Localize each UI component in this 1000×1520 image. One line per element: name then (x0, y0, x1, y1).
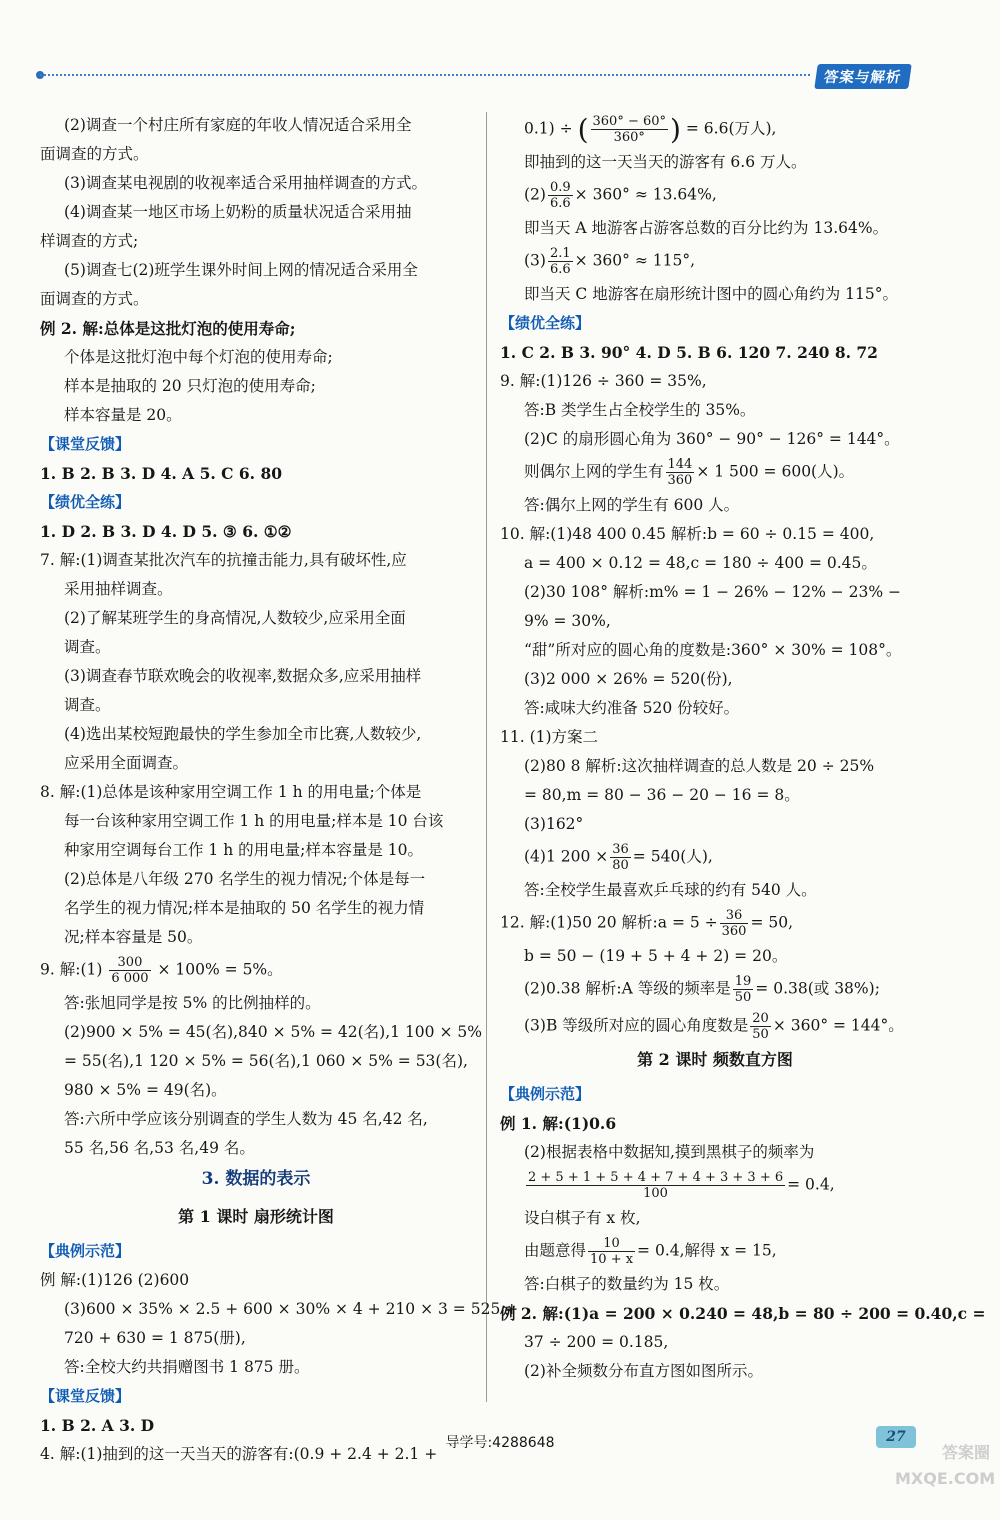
formula-line (500, 908, 930, 939)
text-line: 答:白棋子的数量约为 15 枚。 (524, 1275, 730, 1293)
question-line: 8. 解:(1)总体是该种家用空调工作 1 h 的用电量;个体是 (40, 783, 422, 801)
text-line: = 55(名),1 120 × 5% = 56(名),1 060 × 5% = 53(名), (64, 1052, 468, 1070)
text-segment: 0.1) ÷ (524, 119, 573, 138)
column-divider (486, 112, 487, 1402)
text-line: 每一台该种家用空调工作 1 h 的用电量;样本是 10 台该 (64, 812, 444, 830)
fraction (109, 955, 150, 986)
answer-line: 1. C 2. B 3. 90° 4. D 5. B 6. 120 7. 240 8. 72 (500, 343, 878, 362)
text-segment: × 360° ≈ 115°, (574, 251, 696, 270)
lesson-heading: 第 2 课时 频数直方图 (637, 1050, 793, 1069)
question-line: 11. (1)方案二 (500, 728, 599, 746)
question-line: 4. 解:(1)抽到的这一天当天的游客有:(0.9 + 2.4 + 2.1 + (40, 1445, 438, 1463)
denominator: 360 (667, 473, 693, 488)
fraction (610, 842, 631, 873)
answer-line: 1. B 2. B 3. D 4. A 5. C 6. 80 (40, 464, 283, 483)
guide-number: 导学号:4288648 (445, 1435, 555, 1451)
text-line: 样本是抽取的 20 只灯泡的使用寿命; (64, 377, 316, 395)
text-line: (2)30 108° 解析:m% = 1 − 26% − 12% − 23% − (524, 583, 902, 601)
text-segment: = 6.6(万人), (685, 119, 777, 138)
text-line: 名学生的视力情况;样本是抽取的 50 名学生的视力情 (64, 899, 425, 917)
text-segment: 则偶尔上网的学生有 (524, 462, 664, 481)
text-line: 答:张旭同学是按 5% 的比例抽样的。 (64, 994, 321, 1012)
formula-line (500, 457, 930, 488)
fraction (733, 974, 754, 1005)
text-line: 答:全校学生最喜欢乒乓球的约有 540 人。 (524, 881, 817, 899)
text-line: 种家用空调每台工作 1 h 的用电量;样本容量是 10。 (64, 841, 423, 859)
question-line: 7. 解:(1)调查某批次汽车的抗撞击能力,具有破坏性,应 (40, 551, 407, 569)
text-line: (4)调查某一地区市场上奶粉的质量状况适合采用抽 (64, 203, 412, 221)
section-tag: 【典例示范】 (40, 1242, 131, 1260)
text-line: 样调查的方式; (40, 232, 139, 250)
text-line: 应采用全面调查。 (64, 754, 189, 772)
page-header (0, 0, 1000, 100)
example-line: 例 2. 解:(1)a = 200 × 0.240 = 48,b = 80 ÷ 200 = 0.40,c = (500, 1304, 986, 1323)
formula-line (500, 1236, 930, 1267)
formula-line (500, 1011, 930, 1042)
text-line: 面调查的方式。 (40, 290, 149, 308)
text-line: 9% = 30%, (524, 612, 611, 630)
text-line: 即当天 C 地游客在扇形统计图中的圆心角约为 115°。 (524, 285, 898, 303)
text-line: 面调查的方式。 (40, 145, 149, 163)
text-line: (3)调查某电视剧的收视率适合采用抽样调查的方式。 (64, 174, 427, 192)
text-line: b = 50 − (19 + 5 + 4 + 2) = 20。 (524, 947, 788, 965)
text-line: 答:六所中学应该分别调查的学生人数为 45 名,42 名, (64, 1110, 428, 1128)
numerator: 36 (612, 842, 629, 857)
example-2-line: 例 2. 解:总体是这批灯泡的使用寿命; (40, 319, 296, 338)
denominator: 6 000 (111, 971, 149, 986)
example-line: 例 1. 解:(1)0.6 (500, 1114, 617, 1133)
text-line: (3)调查春节联欢晚会的收视率,数据众多,应采用抽样 (64, 667, 422, 685)
text-segment: 12. 解:(1)50 20 解析:a = 5 ÷ (500, 913, 718, 932)
question-line (40, 955, 472, 986)
numerator: 2.1 (549, 246, 571, 261)
text-line: (3)600 × 35% × 2.5 + 600 × 30% × 4 + 210 × 3 = 525 + (64, 1300, 519, 1318)
text-segment: (2)0.38 解析:A 等级的频率是 (524, 979, 731, 998)
section-heading: 3. 数据的表示 (201, 1169, 311, 1189)
text-segment: (3) (524, 251, 546, 270)
text-line: 个体是这批灯泡中每个灯泡的使用寿命; (64, 348, 333, 366)
text-segment: × 100% = 5%。 (157, 960, 283, 979)
text-line: 即抽到的这一天当天的游客有 6.6 万人。 (524, 153, 807, 171)
section-tag: 【典例示范】 (500, 1085, 591, 1103)
text-line: (2)900 × 5% = 45(名),840 × 5% = 42(名),1 100 × 5% (64, 1023, 482, 1041)
numerator: 144 (667, 457, 693, 472)
question-line: 9. 解:(1)126 ÷ 360 = 35%, (500, 372, 707, 390)
text-line: 设白棋子有 x 枚, (524, 1209, 641, 1227)
text-segment: (3)B 等级所对应的圆心角度数是 (524, 1016, 749, 1035)
denominator: 100 (643, 1186, 668, 1201)
text-line: (5)调查七(2)班学生课外时间上网的情况适合采用全 (64, 261, 418, 279)
numerator: 10 (588, 1236, 635, 1252)
formula-line (500, 114, 930, 145)
fraction (720, 908, 749, 939)
watermark: 答案圈 MXQE.COM (895, 1443, 996, 1488)
text-line: 答:B 类学生占全校学生的 35%。 (524, 401, 756, 419)
text-line: (2)总体是八年级 270 名学生的视力情况;个体是每一 (64, 870, 426, 888)
text-line: 况;样本容量是 50。 (64, 928, 203, 946)
denominator: 50 (734, 990, 752, 1005)
denominator: 10 + x (590, 1252, 634, 1267)
text-segment: 由题意得 (524, 1241, 587, 1260)
text-segment: = 540(人), (632, 847, 713, 866)
text-line: 调查。 (64, 696, 111, 714)
denominator: 360° (613, 130, 645, 145)
header-dotted-line (40, 74, 810, 76)
text-segment: = 0.4, (787, 1175, 835, 1194)
formula-line (500, 246, 930, 277)
text-segment: × 360° = 144°。 (772, 1016, 904, 1035)
text-segment: = 0.4,解得 x = 15, (637, 1241, 777, 1260)
section-tag: 【绩优全练】 (500, 314, 591, 332)
numerator: 360° − 60° (592, 114, 667, 129)
formula-line (500, 842, 930, 873)
text-segment: × 360° ≈ 13.64%, (574, 185, 717, 204)
text-line: 答:咸味大约准备 520 份较好。 (524, 699, 740, 717)
section-tag: 【绩优全练】 (40, 493, 131, 511)
numerator: 20 (752, 1011, 769, 1026)
lesson-heading: 第 1 课时 扇形统计图 (178, 1207, 334, 1226)
numerator: 2 + 5 + 1 + 5 + 4 + 7 + 4 + 3 + 3 + 6 (528, 1170, 784, 1185)
text-line: = 80,m = 80 − 36 − 20 − 16 = 8。 (524, 786, 800, 804)
right-column (500, 113, 986, 1389)
text-line: (2)C 的扇形圆心角为 360° − 90° − 126° = 144°。 (524, 430, 900, 448)
text-segment: × 1 500 = 600(人)。 (696, 462, 855, 481)
text-line: (3)2 000 × 26% = 520(份), (524, 670, 733, 688)
fraction (591, 114, 669, 145)
numerator: 300 (109, 955, 150, 971)
numerator: 19 (734, 974, 752, 989)
page-number: 27 (876, 1426, 916, 1448)
text-segment: (2) (524, 185, 546, 204)
denominator: 6.6 (549, 196, 571, 211)
section-tag: 【课堂反馈】 (40, 1387, 131, 1405)
header-badge: 答案与解析 (814, 64, 911, 89)
text-line: (2)了解某班学生的身高情况,人数较少,应采用全面 (64, 609, 406, 627)
fraction (548, 246, 573, 277)
text-line: (2)补全频数分布直方图如图所示。 (524, 1362, 763, 1380)
text-line: 采用抽样调查。 (64, 580, 173, 598)
formula-line (500, 1170, 930, 1201)
fraction (666, 457, 695, 488)
denominator: 50 (752, 1027, 769, 1042)
fraction (548, 180, 573, 211)
fraction (750, 1011, 771, 1042)
formula-line (500, 974, 930, 1005)
text-line: 37 ÷ 200 = 0.185, (524, 1333, 669, 1351)
text-line: 调查。 (64, 638, 111, 656)
denominator: 80 (612, 858, 629, 873)
formula-line (500, 180, 930, 211)
answer-line: 1. B 2. A 3. D (40, 1416, 155, 1435)
text-line: (2)根据表格中数据知,摸到黑棋子的频率为 (524, 1143, 815, 1161)
section-tag: 【课堂反馈】 (40, 435, 131, 453)
text-segment: = 50, (750, 913, 794, 932)
text-line: (3)162° (524, 815, 584, 833)
question-line: 10. 解:(1)48 400 0.45 解析:b = 60 ÷ 0.15 = 400, (500, 525, 875, 543)
text-line: 55 名,56 名,53 名,49 名。 (64, 1139, 255, 1157)
fraction (588, 1236, 635, 1267)
text-line: (2)80 8 解析:这次抽样调查的总人数是 20 ÷ 25% (524, 757, 875, 775)
right-paren: ) (670, 113, 681, 146)
text-line: 720 + 630 = 1 875(册), (64, 1329, 246, 1347)
fraction (526, 1170, 785, 1201)
text-line: 例 解:(1)126 (2)600 (40, 1271, 190, 1289)
denominator: 360 (721, 924, 747, 939)
denominator: 6.6 (549, 262, 571, 277)
text-line: a = 400 × 0.12 = 48,c = 180 ÷ 400 = 0.45。 (524, 554, 877, 572)
text-line: 答:偶尔上网的学生有 600 人。 (524, 496, 740, 514)
numerator: 36 (720, 908, 749, 924)
answer-line: 1. D 2. B 3. D 4. D 5. ③ 6. ①② (40, 522, 292, 541)
text-line: (2)调查一个村庄所有家庭的年收人情况适合采用全 (64, 116, 412, 134)
text-line: 即当天 A 地游客占游客总数的百分比约为 13.64%。 (524, 219, 889, 237)
text-segment: 9. 解:(1) (40, 960, 103, 979)
text-line: 980 × 5% = 49(名)。 (64, 1081, 227, 1099)
text-line: “甜”所对应的圆心角的度数是:360° × 30% = 108°。 (524, 641, 902, 659)
text-line: (4)选出某校短跑最快的学生参加全市比赛,人数较少, (64, 725, 422, 743)
text-segment: = 0.38(或 38%); (755, 979, 880, 998)
text-segment: (4)1 200 × (524, 847, 609, 866)
text-line: 样本容量是 20。 (64, 406, 182, 424)
text-line: 答:全校大约共捐赠图书 1 875 册。 (64, 1358, 310, 1376)
numerator: 0.9 (549, 180, 571, 195)
left-paren: ( (577, 113, 589, 146)
